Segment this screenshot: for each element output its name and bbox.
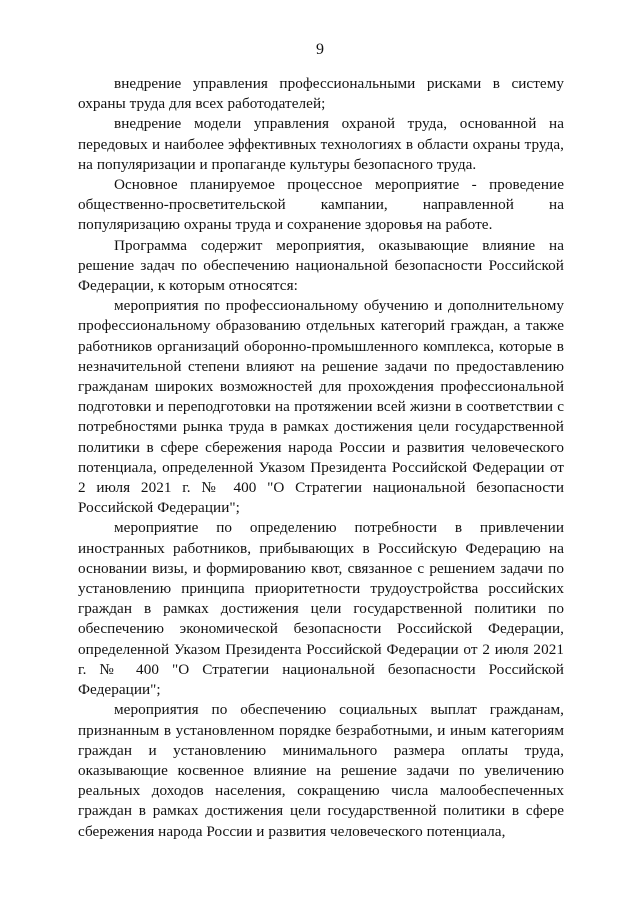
paragraph-program-measures: Программа содержит мероприятия, оказывающие влияние на решение задач по обеспечению национальной безопасности Российской Федерации, к которым относятся:: [78, 236, 564, 295]
paragraph-professional-training: мероприятия по профессиональному обучению и дополнительному профессиональному образованию отдельных категорий граждан, а также работников организаций оборонно-промышленного комплекса, которые в незначительной степени влияют на решение задачи по предоставлению гражданам широких возможностей для прохождения профессиональной подготовки и переподготовки на протяжении всей жизни в соответствии с потребностями рынка труда в рамках достижения цели государственной политики в сфере сбережения народа России и развития человеческого потенциала, определенной Указом Президента Российской Федерации от 2 июля 2021 г. № 400 "О Стратегии национальной безопасности Российской Федерации";: [78, 297, 564, 517]
paragraph-risk-management: внедрение управления профессиональными рисками в систему охраны труда для всех работодателей;: [78, 75, 564, 113]
paragraph-foreign-workers: мероприятие по определению потребности в привлечении иностранных работников, прибывающих в Российскую Федерацию на основании визы, и формированию квот, связанное с решением задачи по установлению принципа приоритетности трудоустройства российских граждан в рамках достижения цели государственной политики по обеспечению экономической безопасности Российской Федерации, определенной Указом Президента Российской Федерации от 2 июля 2021 г. № 400 "О Стратегии национальной безопасности Российской Федерации";: [78, 519, 564, 699]
page-number: 9: [316, 41, 324, 58]
paragraph-social-payments: мероприятия по обеспечению социальных выплат гражданам, признанным в установленном порядке безработными, и иным категориям граждан и установлению минимального размера оплаты труда, оказывающие косвенное влияние на решение задачи по увеличению реальных доходов населения, сокращению числа малообеспеченных граждан в рамках достижения цели государственной политики в сфере сбережения народа России и развития человеческого потенциала,: [78, 701, 564, 840]
paragraph-awareness-campaign: Основное планируемое процессное мероприятие - проведение общественно-просветительской кампании, направленной на популяризацию охраны труда и сохранение здоровья на работе.: [78, 176, 564, 234]
document-body: [78, 74, 564, 842]
paragraph-management-model: внедрение модели управления охраной труда, основанной на передовых и наиболее эффективных технологиях в области охраны труда, на популяризации и пропаганде культуры безопасного труда.: [78, 115, 564, 173]
